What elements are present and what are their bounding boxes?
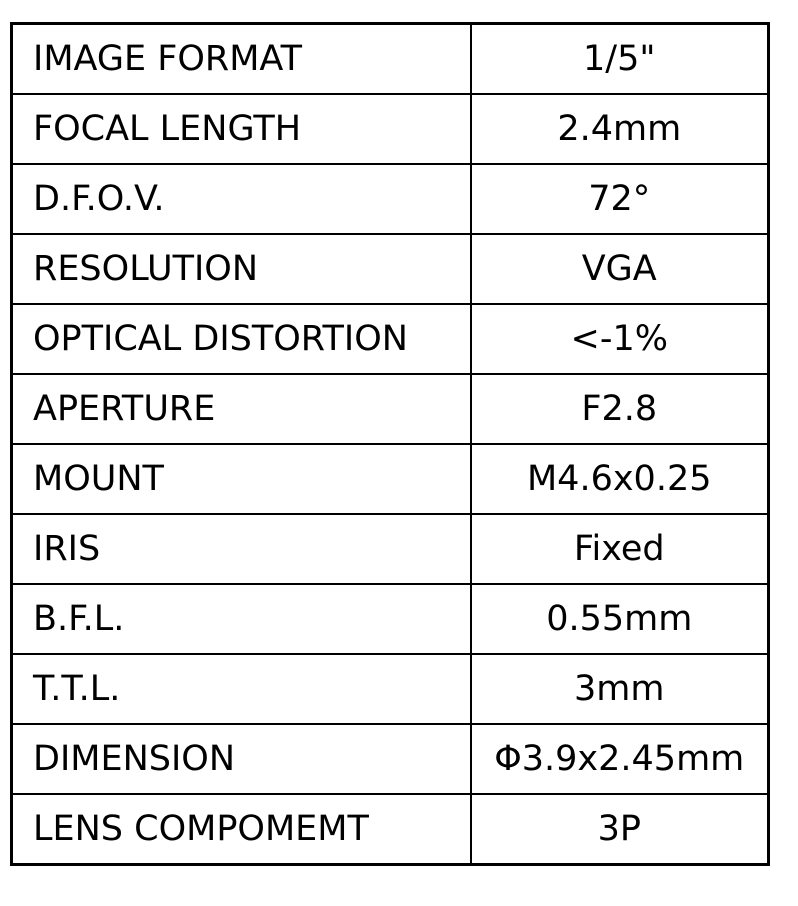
spec-value: 3mm — [471, 654, 769, 724]
spec-label: MOUNT — [12, 444, 471, 514]
spec-value: F2.8 — [471, 374, 769, 444]
spec-row-optical-distortion — [12, 304, 769, 374]
spec-row-dfov — [12, 164, 769, 234]
spec-value: 2.4mm — [471, 94, 769, 164]
spec-label: B.F.L. — [12, 584, 471, 654]
spec-label: IMAGE FORMAT — [12, 24, 471, 95]
spec-row-dimension — [12, 724, 769, 794]
spec-value: 72° — [471, 164, 769, 234]
spec-value: Φ3.9x2.45mm — [471, 724, 769, 794]
spec-row-focal-length — [12, 94, 769, 164]
spec-row-lens-component — [12, 794, 769, 865]
spec-label: OPTICAL DISTORTION — [12, 304, 471, 374]
spec-label: LENS COMPOMEMT — [12, 794, 471, 865]
spec-row-resolution — [12, 234, 769, 304]
spec-value: 0.55mm — [471, 584, 769, 654]
spec-row-mount — [12, 444, 769, 514]
spec-label: FOCAL LENGTH — [12, 94, 471, 164]
spec-label: T.T.L. — [12, 654, 471, 724]
spec-value: 1/5" — [471, 24, 769, 95]
spec-row-ttl — [12, 654, 769, 724]
spec-label: IRIS — [12, 514, 471, 584]
spec-row-image-format — [12, 24, 769, 95]
spec-row-bfl — [12, 584, 769, 654]
spec-row-aperture — [12, 374, 769, 444]
spec-value: <-1% — [471, 304, 769, 374]
spec-value: 3P — [471, 794, 769, 865]
spec-label: D.F.O.V. — [12, 164, 471, 234]
spec-value: VGA — [471, 234, 769, 304]
spec-label: DIMENSION — [12, 724, 471, 794]
spec-row-iris — [12, 514, 769, 584]
spec-label: APERTURE — [12, 374, 471, 444]
lens-spec-table — [10, 22, 770, 866]
spec-label: RESOLUTION — [12, 234, 471, 304]
spec-value: M4.6x0.25 — [471, 444, 769, 514]
spec-value: Fixed — [471, 514, 769, 584]
